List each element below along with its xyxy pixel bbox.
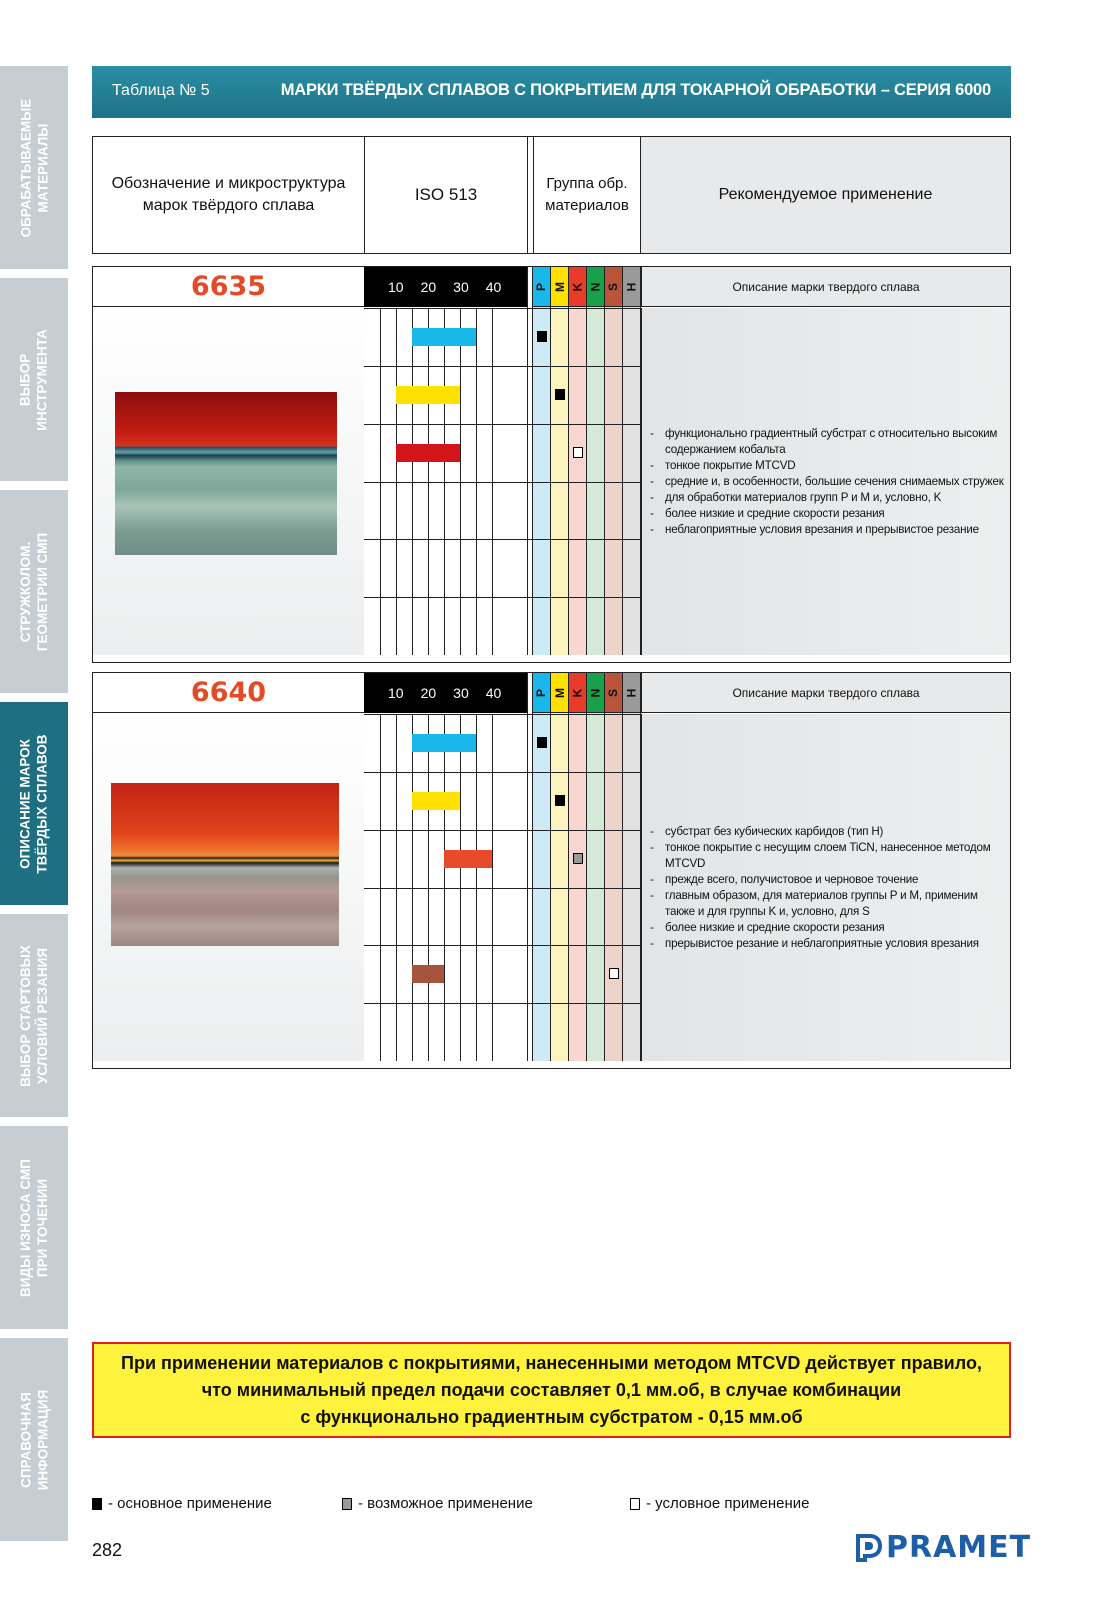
row-line: [364, 308, 641, 309]
table-header-bar: [92, 66, 1011, 118]
logo-wordmark: PRAMET: [886, 1530, 1032, 1565]
iso-group-letter: M: [552, 281, 567, 292]
iso-group-label: [587, 267, 605, 307]
iso-group-label: [623, 267, 641, 307]
iso-group-letter: K: [570, 688, 585, 697]
description-item: - субстрат без кубических карбидов (тип H): [650, 824, 1004, 840]
application-mark: [555, 389, 565, 400]
mtcvd-note: [92, 1342, 1011, 1438]
iso-group-letter: S: [606, 282, 621, 291]
row-line: [364, 539, 641, 540]
scale-label: 40: [485, 685, 502, 701]
page-number: 282: [92, 1540, 123, 1560]
side-tab-line: ТВЁРДЫХ СПЛАВОВ: [35, 733, 51, 874]
description-header: Описание марки твердого сплава: [641, 267, 1010, 307]
side-tab-line: ИНФОРМАЦИЯ: [35, 1389, 51, 1490]
designation-column-header: [93, 137, 364, 253]
grade-block-6635: [92, 266, 1011, 663]
legend-possible: [342, 1495, 533, 1512]
application-range-bar: [412, 792, 460, 810]
legend-label: - основное применение: [108, 1495, 272, 1512]
iso-group-letter: P: [534, 688, 549, 697]
side-tab-line: ГЕОМЕТРИИ СМП: [35, 532, 50, 651]
grade-name: 6635: [93, 267, 364, 307]
iso-group-letter: S: [606, 688, 621, 697]
table-number: Таблица № 5: [112, 82, 210, 99]
row-line: [364, 888, 641, 889]
row-line: [364, 830, 641, 831]
description-list: [642, 426, 1010, 538]
scale-label: 20: [420, 685, 437, 701]
row-line: [364, 772, 641, 773]
side-tab[interactable]: [0, 66, 68, 269]
header-text: марок твёрдого сплава: [142, 197, 315, 214]
description-item: - более низкие и средние скорости резания: [650, 920, 1004, 936]
side-tab-line: СТРУЖКОЛОМ.: [18, 541, 33, 642]
iso-group-letter: P: [534, 282, 549, 291]
microstructure-cell: [93, 714, 364, 1061]
scale-label: 20: [420, 279, 437, 295]
side-tab-line: ВЫБОР: [18, 353, 34, 406]
microstructure-image: [111, 783, 339, 946]
iso-group-label: [587, 673, 605, 713]
main-mark-icon: [92, 1498, 102, 1510]
application-mark: [609, 968, 619, 979]
scale-label: 40: [485, 279, 502, 295]
header-text: Группа обр.: [546, 175, 628, 192]
iso-group-label: [551, 673, 569, 713]
row-line: [364, 714, 641, 715]
legend-label: - возможное применение: [358, 1495, 533, 1512]
description-body: [641, 714, 1010, 1061]
column-header: [92, 136, 1011, 254]
side-tab[interactable]: [0, 914, 68, 1117]
scale-label: 30: [453, 685, 469, 701]
microstructure-cell: [93, 308, 364, 655]
iso-column-header: ISO 513: [414, 185, 478, 204]
iso-group-label: [605, 267, 623, 307]
pramet-logo: [856, 1530, 1031, 1565]
row-line: [364, 366, 641, 367]
iso-group-letter: H: [624, 282, 639, 291]
iso-group-label: [605, 673, 623, 713]
application-range-bar: [396, 444, 460, 462]
side-tab-line: МАТЕРИАЛЫ: [35, 123, 51, 212]
description-item: - главным образом, для материалов группы P и M, применим также и для группы K и, условно, для S: [650, 888, 1004, 920]
description-item: - тонкое покрытие с несущим слоем TiCN, нанесенное методом MTCVD: [650, 840, 1004, 872]
description-item: - тонкое покрытие MTCVD: [650, 458, 1004, 474]
description-body: [641, 308, 1010, 655]
application-range-bar: [396, 386, 460, 404]
side-tab[interactable]: [0, 490, 68, 693]
application-mark: [555, 795, 565, 806]
description-item: - неблагоприятные условия врезания и прерывистое резание: [650, 522, 1004, 538]
application-range-bar: [412, 734, 476, 752]
side-tab-line: ПРИ ТОЧЕНИИ: [35, 1178, 51, 1277]
scale-label: 10: [388, 685, 404, 701]
application-mark: [573, 853, 583, 864]
iso-group-letter: M: [552, 687, 567, 698]
iso-group-label: [569, 673, 587, 713]
conditional-mark-icon: [630, 1498, 640, 1510]
legend-main: [92, 1495, 272, 1512]
description-item: - для обработки материалов групп P и M и, условно, K: [650, 490, 1004, 506]
legend-conditional: [630, 1495, 810, 1512]
side-tab-line: ИНСТРУМЕНТА: [35, 328, 51, 431]
row-line: [364, 597, 641, 598]
application-mark: [537, 331, 547, 342]
row-line: [364, 424, 641, 425]
scale-label: 10: [388, 279, 404, 295]
side-tab-line: СПРАВОЧНАЯ: [18, 1391, 34, 1488]
grade-block-6640: [92, 672, 1011, 1069]
iso-group-label: [533, 267, 551, 307]
description-item: - прежде всего, получистовое и черновое точение: [650, 872, 1004, 888]
scale-label: 30: [453, 279, 469, 295]
iso-scale-header: [364, 673, 527, 713]
side-tab-line: ВЫБОР СТАРТОВЫХ: [18, 944, 34, 1087]
table-title: МАРКИ ТВЁРДЫХ СПЛАВОВ С ПОКРЫТИЕМ ДЛЯ ТОКАРНОЙ ОБРАБОТКИ – СЕРИЯ 6000: [280, 81, 991, 99]
note-line: что минимальный предел подачи составляет 0,1 мм.об, в случае комбинации: [201, 1379, 902, 1400]
header-text: материалов: [545, 197, 629, 214]
row-line: [364, 945, 641, 946]
application-range-bar: [412, 328, 476, 346]
iso-group-label: [533, 673, 551, 713]
side-tab[interactable]: [0, 1126, 68, 1329]
iso-group-letter: N: [588, 282, 603, 291]
iso-scale-header: [364, 267, 527, 307]
application-mark: [537, 737, 547, 748]
description-item: - функционально градиентный субстрат с относительно высоким содержанием кобальта: [650, 426, 1004, 458]
iso-group-letter: H: [624, 688, 639, 697]
iso-group-letter: K: [570, 282, 585, 291]
possible-mark-icon: [342, 1498, 352, 1510]
description-item: - прерывистое резание и неблагоприятные условия врезания: [650, 936, 1004, 952]
row-line: [364, 482, 641, 483]
application-column-header: Рекомендуемое применение: [641, 137, 1010, 253]
description-header: Описание марки твердого сплава: [641, 673, 1010, 713]
description-item: - более низкие и средние скорости резания: [650, 506, 1004, 522]
side-tab[interactable]: [0, 278, 68, 481]
header-text: Обозначение и микроструктура: [111, 175, 346, 192]
iso-group-label: [623, 673, 641, 713]
note-line: с функционально градиентным субстратом - 0,15 мм.об: [300, 1406, 803, 1427]
grade-name: 6640: [93, 673, 364, 713]
side-tab[interactable]: [0, 1338, 68, 1541]
group-column-header: [534, 137, 640, 253]
iso-group-label: [551, 267, 569, 307]
side-tab-line: ВИДЫ ИЗНОСА СМП: [18, 1158, 34, 1297]
side-tab-line: УСЛОВИЙ РЕЗАНИЯ: [35, 947, 51, 1084]
side-tab-active[interactable]: [0, 702, 68, 905]
description-list: [642, 824, 1010, 952]
iso-group-label: [569, 267, 587, 307]
application-range-bar: [412, 965, 444, 983]
side-tab-line: ОПИСАНИЕ МАРОК: [18, 738, 34, 869]
iso-group-letter: N: [588, 688, 603, 697]
application-range-bar: [444, 850, 492, 868]
pramet-logo-icon: [856, 1534, 882, 1562]
side-tab-line: ОБРАБАТЫВАЕМЫЕ: [18, 98, 34, 237]
legend-label: - условное применение: [646, 1495, 810, 1512]
microstructure-image: [115, 392, 337, 555]
description-item: - средние и, в особенности, большие сечения снимаемых стружек: [650, 474, 1004, 490]
row-line: [364, 1003, 641, 1004]
application-mark: [573, 447, 583, 458]
note-line: При применении материалов с покрытиями, нанесенными методом MTCVD действует правило,: [121, 1352, 982, 1373]
